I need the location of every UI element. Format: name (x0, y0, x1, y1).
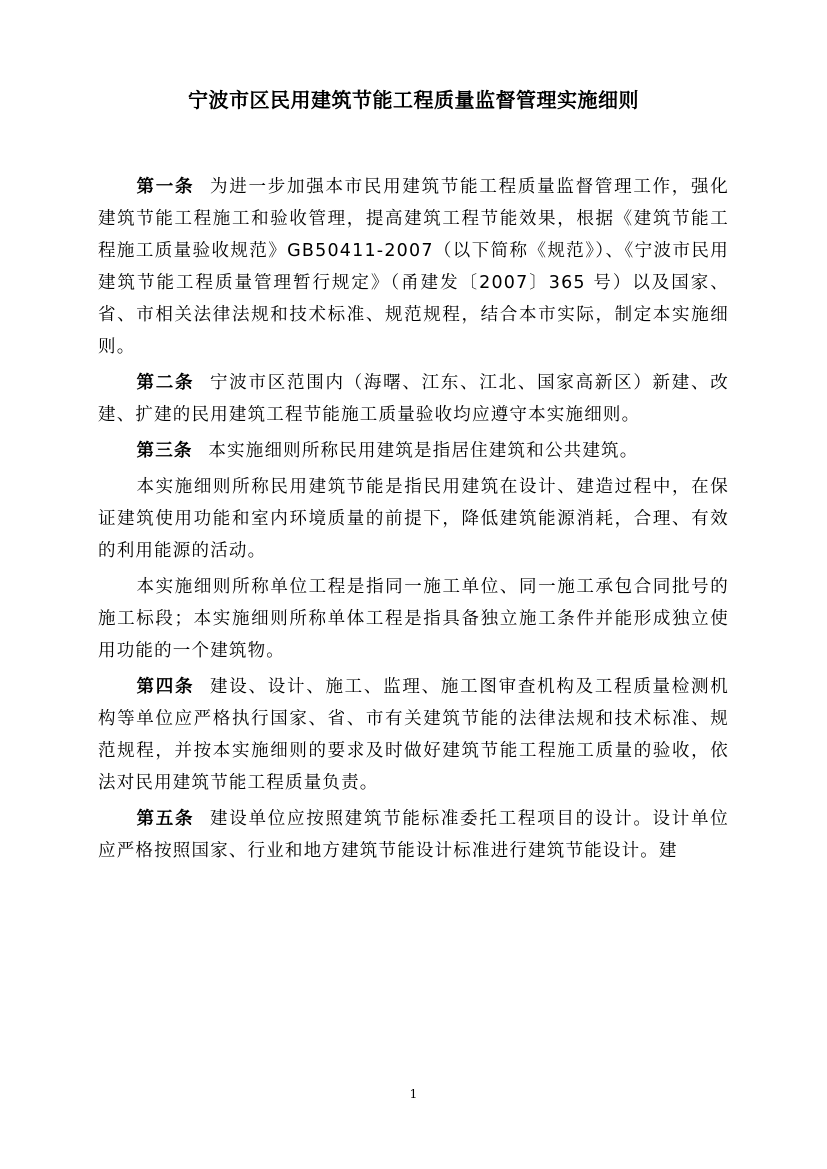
paragraph-text: 本实施细则所称民用建筑节能是指民用建筑在设计、建造过程中，在保证建筑使用功能和室内环境质量的前提下，降低建筑能源消耗，合理、有效的利用能源的活动。 (98, 477, 729, 561)
paragraph-article-2 (98, 367, 729, 431)
page-number: 1 (409, 1087, 418, 1101)
document-body (98, 171, 729, 871)
paragraph-article-5 (98, 803, 729, 867)
article-number: 第五条 (136, 809, 195, 829)
paragraph-article-3 (98, 435, 729, 467)
paragraph-article-1 (98, 171, 729, 363)
paragraph-article-3-clause-2 (98, 471, 729, 567)
article-number: 第三条 (136, 441, 193, 461)
article-number: 第四条 (136, 677, 195, 697)
paragraph-article-3-clause-3 (98, 571, 729, 667)
paragraph-text: 宁波市区范围内（海曙、江东、江北、国家高新区）新建、改建、扩建的民用建筑工程节能施工质量验收均应遵守本实施细则。 (98, 373, 729, 425)
document-title: 宁波市区民用建筑节能工程质量监督管理实施细则 (188, 88, 639, 112)
article-number: 第二条 (136, 373, 195, 393)
paragraph-text: 建设单位应按照建筑节能标准委托工程项目的设计。设计单位应严格按照国家、行业和地方建筑节能设计标准进行建筑节能设计。建 (98, 809, 729, 861)
paragraph-article-4 (98, 671, 729, 799)
article-number: 第一条 (136, 177, 195, 197)
paragraph-text: 为进一步加强本市民用建筑节能工程质量监督管理工作，强化建筑节能工程施工和验收管理，提高建筑工程节能效果，根据《建筑节能工程施工质量验收规范》GB50411-2007（以下简称《规范》）、《宁波市民用建筑节能工程质量管理暂行规定》（甬建发〔2007〕365 号）以及国家、省、市相关法律法规和技术标准、规范规程，结合本市实际，制定本实施细则。 (98, 177, 729, 357)
paragraph-text: 建设、设计、施工、监理、施工图审查机构及工程质量检测机构等单位应严格执行国家、省、市有关建筑节能的法律法规和技术标准、规范规程，并按本实施细则的要求及时做好建筑节能工程施工质量的验收，依法对民用建筑节能工程质量负责。 (98, 677, 729, 793)
paragraph-text: 本实施细则所称民用建筑是指居住建筑和公共建筑。 (208, 441, 639, 461)
paragraph-text: 本实施细则所称单位工程是指同一施工单位、同一施工承包合同批号的施工标段；本实施细则所称单体工程是指具备独立施工条件并能形成独立使用功能的一个建筑物。 (98, 577, 729, 661)
